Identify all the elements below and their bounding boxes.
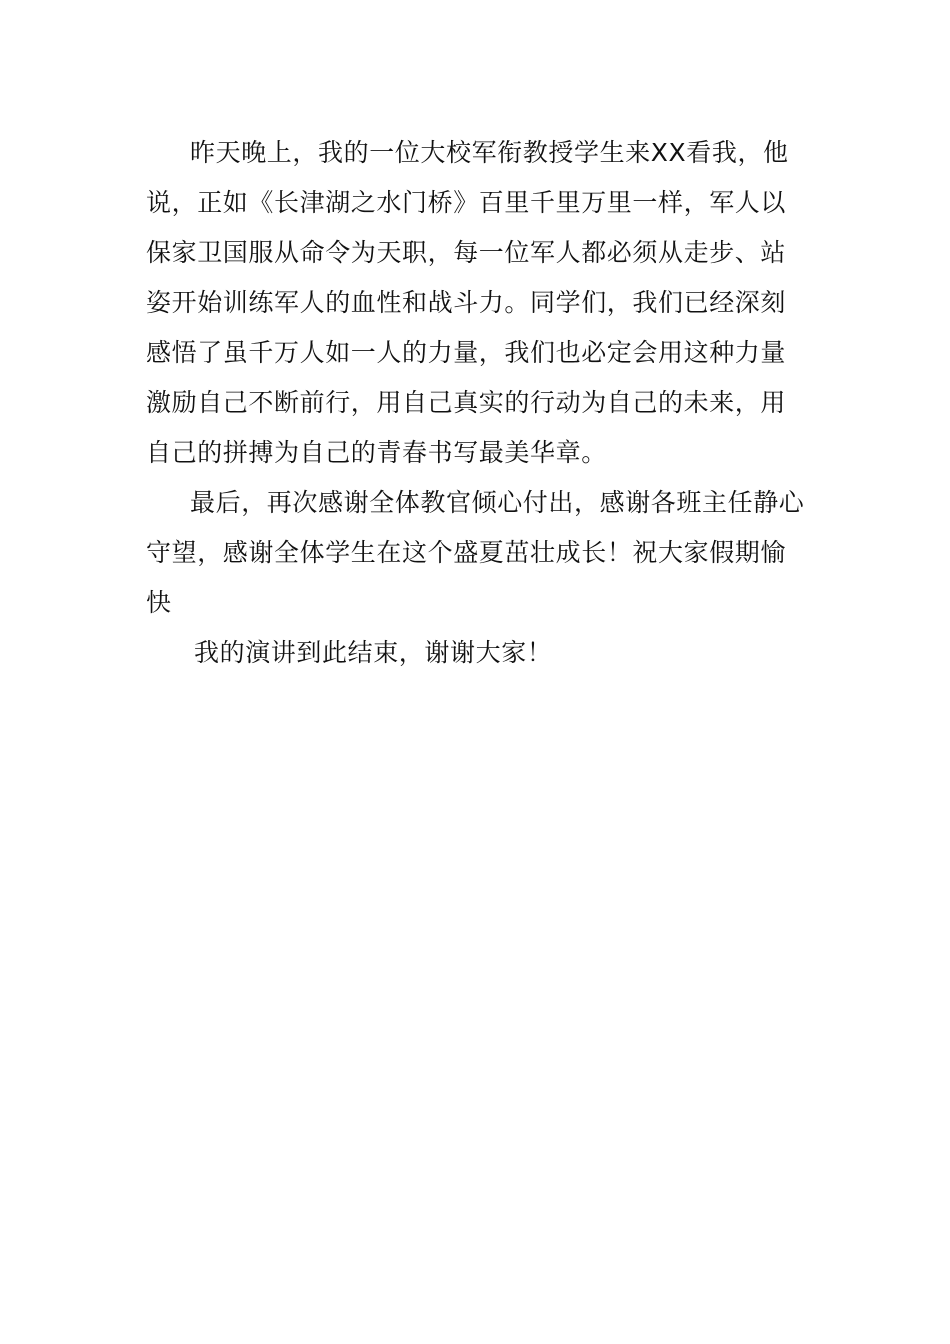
paragraph-1 <box>146 128 811 478</box>
text-line: 保家卫国服从命令为天职，每一位军人都必须从走步、站 <box>146 238 787 267</box>
text-line: 自己的拼搏为自己的青春书写最美华章。 <box>146 438 607 467</box>
text-line: 说，正如《长津湖之水门桥》百里千里万里一样，军人以 <box>146 188 787 217</box>
text-line: 快 <box>146 588 172 617</box>
text-line: 守望，感谢全体学生在这个盛夏茁壮成长！祝大家假期愉 <box>146 538 787 567</box>
text-line: 姿开始训练军人的血性和战斗力。同学们，我们已经深刻 <box>146 288 787 317</box>
closing-line: 我的演讲到此结束，谢谢大家！ <box>194 638 553 667</box>
text-line: 感悟了虽千万人如一人的力量，我们也必定会用这种力量 <box>146 338 787 367</box>
text-line: 激励自己不断前行，用自己真实的行动为自己的未来，用 <box>146 388 787 417</box>
text-line: 最后，再次感谢全体教官倾心付出，感谢各班主任静心 <box>190 488 805 517</box>
document-body <box>146 128 811 678</box>
text-line: 昨天晚上，我的一位大校军衔教授学生来XX看我，他 <box>190 138 789 167</box>
paragraph-2 <box>146 478 811 628</box>
paragraph-3 <box>146 628 811 678</box>
